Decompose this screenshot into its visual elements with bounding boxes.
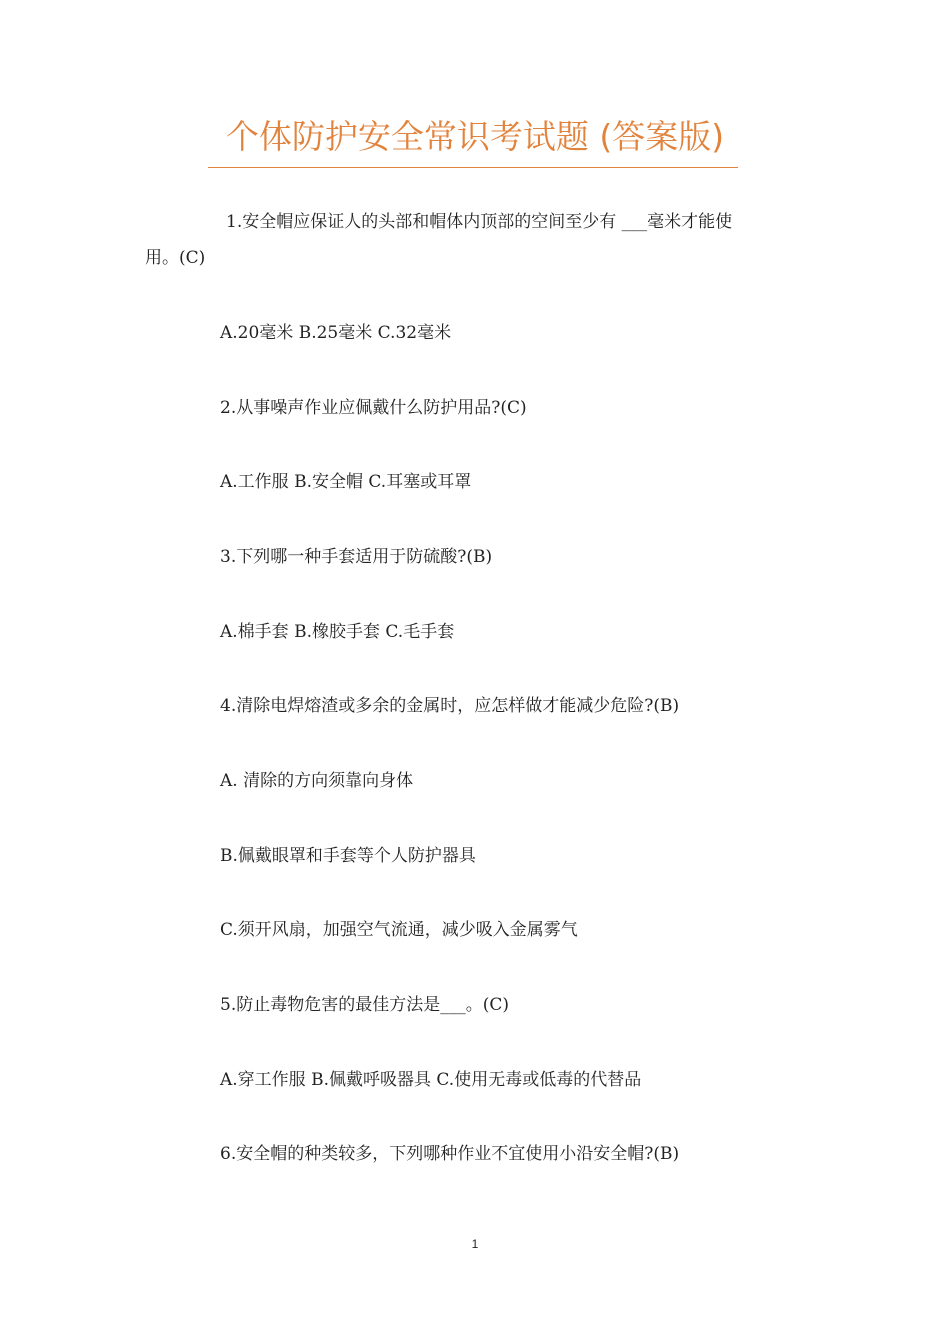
question-4: 4.清除电焊熔渣或多余的金属时，应怎样做才能减少危险?(B) bbox=[220, 696, 680, 716]
question-3-options: A.棉手套 B.橡胶手套 C.毛手套 bbox=[220, 622, 455, 642]
question-2-options: A.工作服 B.安全帽 C.耳塞或耳罩 bbox=[220, 472, 472, 492]
document-title: 个体防护安全常识考试题 (答案版) bbox=[225, 117, 725, 156]
title-underline bbox=[208, 167, 738, 168]
question-5-options: A.穿工作服 B.佩戴呼吸器具 C.使用无毒或低毒的代替品 bbox=[220, 1070, 642, 1090]
question-1-line-2: 用。(C) bbox=[145, 248, 206, 268]
question-5: 5.防止毒物危害的最佳方法是___。(C) bbox=[220, 995, 509, 1015]
question-1-line-1: 1.安全帽应保证人的头部和帽体内顶部的空间至少有 ___毫米才能使 bbox=[226, 212, 733, 232]
question-2: 2.从事噪声作业应佩戴什么防护用品?(C) bbox=[220, 398, 527, 418]
question-6: 6.安全帽的种类较多，下列哪种作业不宜使用小沿安全帽?(B) bbox=[220, 1144, 680, 1164]
question-4-option-a: A. 清除的方向须靠向身体 bbox=[220, 771, 414, 791]
question-3: 3.下列哪一种手套适用于防硫酸?(B) bbox=[220, 547, 493, 567]
question-4-option-b: B.佩戴眼罩和手套等个人防护器具 bbox=[220, 846, 476, 866]
question-4-option-c: C.须开风扇，加强空气流通，减少吸入金属雾气 bbox=[220, 920, 578, 940]
page-number: 1 bbox=[471, 1237, 479, 1251]
question-1-options: A.20毫米 B.25毫米 C.32毫米 bbox=[220, 323, 452, 343]
